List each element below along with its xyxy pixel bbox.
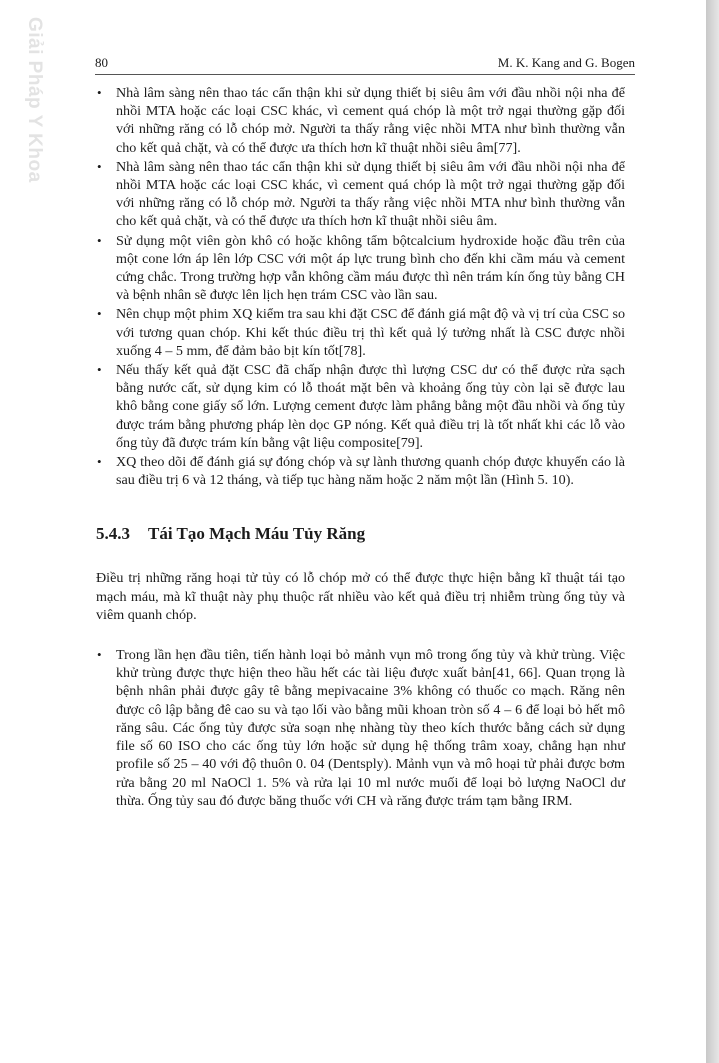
- page-edge-shadow: [706, 0, 719, 1063]
- list-item: • XQ theo dõi để đánh giá sự đóng chóp và sự lành thương quanh chóp được khuyến cáo là sau điều trị 6 và 12 tháng, và tiếp tục hàng năm hoặc 2 năm một lần (Hình 5. 10).: [96, 453, 625, 489]
- list-item: • Sử dụng một viên gòn khô có hoặc không tẩm bộtcalcium hydroxide hoặc đầu trên của một cone lớn áp lên lớp CSC với một áp lực trung bình cho đến khi cầm máu và cement cứng chắc. Trong trường hợp vẫn không cầm máu được thì nên trám kín ống tủy bằng CH và bệnh nhân sẽ được lên lịch hẹn trám CSC vào lần sau.: [96, 232, 625, 305]
- bullet-list-bottom: [96, 646, 625, 810]
- section-heading: [96, 523, 625, 545]
- page-body: [96, 84, 625, 811]
- page-number: 80: [95, 55, 108, 70]
- page-header: [95, 55, 635, 71]
- header-rule: [95, 74, 635, 75]
- intro-paragraph: Điều trị những răng hoại tử tủy có lỗ chóp mở có thể được thực hiện bằng kĩ thuật tái tạo mạch máu, mà kĩ thuật này phụ thuộc rất nhiều vào kết quả điều trị nhiễm trùng ống tủy và viêm quanh chóp.: [96, 570, 625, 623]
- bullet-list-top: [96, 84, 625, 489]
- watermark: Giải Pháp Y Khoa: [24, 17, 45, 183]
- running-authors: M. K. Kang and G. Bogen: [497, 55, 635, 70]
- list-item: • Trong lần hẹn đầu tiên, tiến hành loại bỏ mảnh vụn mô trong ống tủy và khử trùng. Việc khử trùng được thực hiện theo hầu hết các tài liệu được xuất bản[41, 66]. Quan trọng là bệnh nhân phải được gây tê bằng mepivacaine 3% không có thuốc co mạch. Răng nên được cô lập bằng đê cao su và tạo lối vào bằng mũi khoan tròn số 4 – 6 để loại bỏ hết mô răng sâu. Các ống tủy được sửa soạn nhẹ nhàng tùy theo kích thước bằng cách sử dụng file số 60 ISO cho các ống tủy lớn hoặc sử dụng hệ thống trâm xoay, chẳng hạn như profile số 25 – 40 với độ thuôn 0. 04 (Dentsply). Mảnh vụn và mô hoại tử phải được bơm rửa bằng 20 ml NaOCl 1. 5% và rửa lại 10 ml nước muối để loại bỏ lượng NaOCl dư thừa. Ống tủy sau đó được băng thuốc với CH và răng được trám tạm bằng IRM.: [96, 646, 625, 810]
- section-number: 5.4.3: [96, 524, 130, 544]
- section-title: Tái Tạo Mạch Máu Tủy Răng: [148, 524, 366, 544]
- list-item: • Nhà lâm sàng nên thao tác cẩn thận khi sử dụng thiết bị siêu âm với đầu nhồi nội nha để nhồi MTA hoặc các loại CSC khác, vì cement quá chóp là một trở ngại thường gặp đối với những răng có lỗ chóp mở. Người ta thấy rằng việc nhồi MTA như bình thường vẫn cho kết quả chặt, và có thể được ưa thích hơn kĩ thuật nhồi siêu âm[77].: [96, 84, 625, 157]
- list-item: • Nên chụp một phim XQ kiểm tra sau khi đặt CSC để đánh giá mật độ và vị trí của CSC so với tương quan chóp. Khi kết thúc điều trị thì kết quả lý tưởng nhất là CSC được nhồi xuống 4 – 5 mm, để đảm bảo bịt kín tốt[78].: [96, 305, 625, 360]
- list-item: • Nhà lâm sàng nên thao tác cẩn thận khi sử dụng thiết bị siêu âm với đầu nhồi nội nha để nhồi MTA hoặc các loại CSC khác, vì cement quá chóp là một trở ngại thường gặp đối với những răng có lỗ chóp mở. Người ta thấy rằng việc nhồi MTA như bình thường vẫn cho kết quả chặt, và có thể được ưa thích hơn kĩ thuật nhồi siêu âm.: [96, 158, 625, 231]
- list-item: • Nếu thấy kết quả đặt CSC đã chấp nhận được thì lượng CSC dư có thể được rửa sạch bằng nước cất, sử dụng kim có lỗ thoát mặt bên và khoảng ống tủy còn lại sẽ được lau khô bằng cone giấy số lớn. Lượng cement được làm phẳng bằng một đầu nhồi và ống tủy được trám bằng phương pháp lèn dọc GP nóng. Kết quả điều trị là tốt nhất khi các lỗ vào ống tủy đã được trám kín bằng vật liệu composite[79].: [96, 361, 625, 452]
